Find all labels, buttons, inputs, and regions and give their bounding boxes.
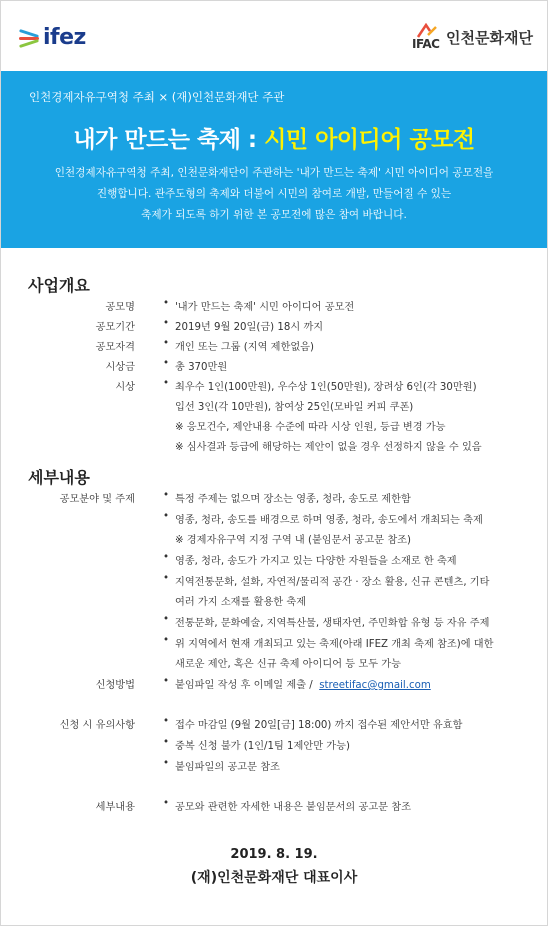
note-text: ※ 응모건수, 제안내용 수준에 따라 시상 인원, 등급 변경 가능	[175, 422, 446, 433]
row-label: 시상	[115, 382, 135, 393]
ifez-logo-text: ifez	[43, 25, 86, 50]
row-label: 공모기간	[95, 322, 135, 333]
ifac-mark-icon	[412, 23, 442, 51]
bullet: •	[163, 338, 170, 349]
row-label: 공모자격	[95, 342, 135, 353]
row-value: 위 지역에서 현재 개최되고 있는 축제(아래 IFEZ 개최 축제 참조)에 대한	[175, 639, 494, 650]
row-value: 총 370만원	[175, 362, 228, 373]
main-title-part2: 시민 아이디어 공모전	[264, 127, 475, 153]
intro-line: 축제가 되도록 하기 위한 본 공모전에 많은 참여 바랍니다.	[141, 209, 407, 221]
intro-line: 진행합니다. 관주도형의 축제와 더불어 시민의 참여로 개발, 만들어질 수 있는	[96, 188, 452, 200]
ifac-logo-name: 인천문화재단	[446, 28, 533, 47]
bullet: •	[163, 758, 170, 769]
details-heading: 세부내용	[28, 468, 90, 487]
bullet: •	[163, 552, 170, 563]
row-value	[175, 676, 431, 691]
bullet: •	[163, 511, 170, 522]
row-value: 여러 가지 소재를 활용한 축제	[175, 597, 307, 608]
footer-date: 2019. 8. 19.	[230, 847, 318, 862]
row-label: 신청 시 유의사항	[59, 720, 135, 731]
row-value: 지역전통문화, 설화, 자연적/물리적 공간 · 장소 활용, 신규 콘텐츠, 기타	[175, 577, 490, 588]
intro-line: 인천경제자유구역청 주최, 인천문화재단이 주관하는 '내가 만드는 축제' 시민 아이디어 공모전을	[54, 167, 494, 179]
bullet: •	[163, 318, 170, 329]
footer-org: (재)인천문화재단 대표이사	[190, 870, 358, 886]
intro-text	[21, 163, 527, 226]
apply-email-link[interactable]: streetifac@gmail.com	[319, 680, 431, 691]
bullet: •	[163, 573, 170, 584]
ifez-logo	[19, 25, 86, 50]
row-value: 붙임파일의 공고문 참조	[175, 762, 280, 773]
row-label: 세부내용	[95, 802, 135, 813]
row-value: 영종, 청라, 송도를 배경으로 하며 영종, 청라, 송도에서 개최되는 축제	[175, 515, 483, 526]
bullet: •	[163, 716, 170, 727]
ifez-mark-icon	[19, 29, 41, 47]
note-text: ※ 심사결과 등급에 해당하는 제안이 없을 경우 선정하지 않을 수 있음	[175, 442, 482, 453]
row-value: 영종, 청라, 송도가 가지고 있는 다양한 자원들을 소재로 한 축제	[175, 556, 457, 567]
row-value: 최우수 1인(100만원), 우수상 1인(50만원), 장려상 6인(각 30만원)	[175, 382, 477, 393]
row-label: 공모분야 및 주제	[59, 494, 135, 505]
bullet: •	[163, 378, 170, 389]
row-value: 새로운 제안, 혹은 신규 축제 아이디어 등 모두 가능	[175, 659, 401, 670]
row-label: 시상금	[105, 362, 135, 373]
ifac-mark-text: IFAC	[412, 37, 440, 51]
row-value: 공모와 관련한 자세한 내용은 붙임문서의 공고문 참조	[175, 802, 411, 813]
row-value: ※ 경제자유구역 지정 구역 내 (붙임문서 공고문 참조)	[175, 535, 411, 546]
row-value: '내가 만드는 축제' 시민 아이디어 공모전	[175, 302, 355, 313]
main-title-part1: 내가 만드는 축제 :	[73, 127, 265, 153]
header	[1, 1, 547, 71]
ifac-logo	[412, 23, 533, 51]
row-value: 특정 주제는 없으며 장소는 영종, 청라, 송도로 제한함	[175, 494, 411, 505]
row-value: 입선 3인(각 10만원), 참여상 25인(모바일 커피 쿠폰)	[175, 402, 414, 413]
bullet: •	[163, 490, 170, 501]
row-label: 공모명	[105, 302, 135, 313]
row-value: 개인 또는 그룹 (지역 제한없음)	[175, 342, 314, 353]
row-value: 접수 마감일 (9월 20일[금] 18:00) 까지 접수된 제안서만 유효함	[175, 720, 463, 731]
overview-heading: 사업개요	[28, 276, 90, 295]
bullet: •	[163, 737, 170, 748]
bullet: •	[163, 614, 170, 625]
title-banner	[1, 71, 547, 248]
bullet: •	[163, 635, 170, 646]
bullet: •	[163, 298, 170, 309]
main-title	[1, 121, 547, 154]
apply-text: 붙임파일 작성 후 이메일 제출 /	[175, 680, 313, 691]
bullet: •	[163, 358, 170, 369]
row-label: 신청방법	[95, 680, 135, 691]
row-value: 전통문화, 문화예술, 지역특산물, 생태자연, 주민화합 유형 등 자유 주제	[175, 618, 490, 629]
row-value: 2019년 9월 20일(금) 18시 까지	[175, 322, 324, 333]
organizer-line: 인천경제자유구역청 주최 × (재)인천문화재단 주관	[29, 90, 285, 104]
bullet: •	[163, 798, 170, 809]
bullet: •	[163, 676, 170, 687]
row-value: 중복 신청 불가 (1인/1팀 1제안만 가능)	[175, 741, 350, 752]
